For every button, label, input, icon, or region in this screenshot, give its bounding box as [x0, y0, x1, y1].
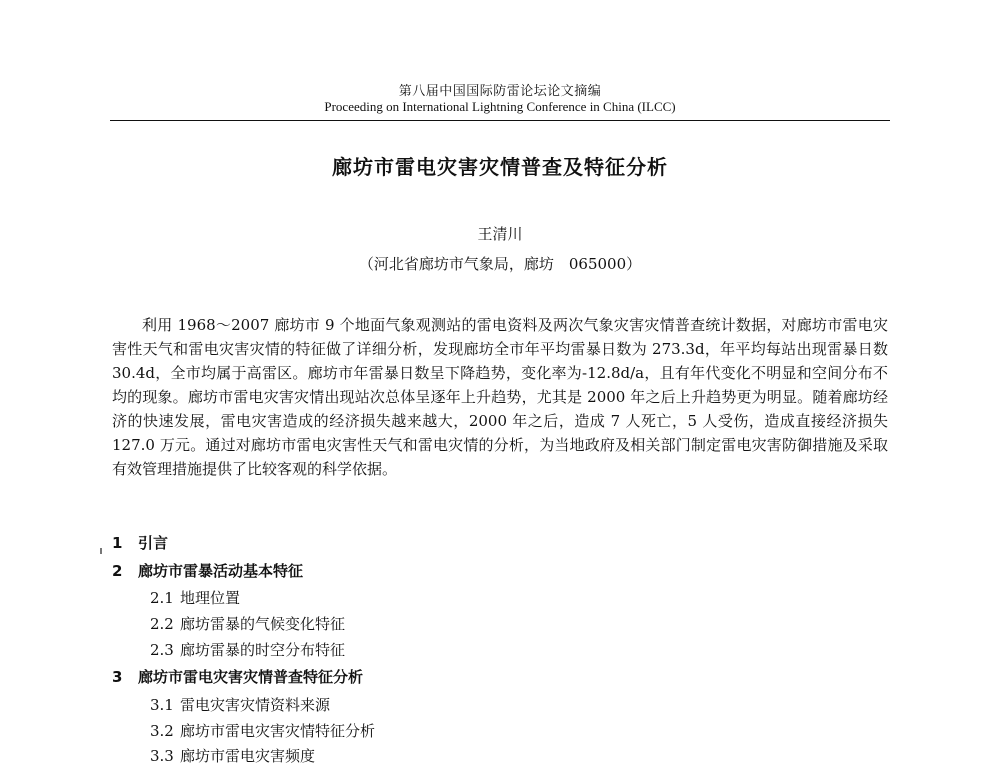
paper-title: 廊坊市雷电灾害灾情普查及特征分析	[332, 155, 668, 179]
author-name: 王清川	[477, 225, 523, 243]
subsection-label: 廊坊市雷电灾害频度	[180, 747, 316, 765]
subsection-heading	[150, 745, 315, 766]
subsection-heading	[150, 613, 345, 634]
subsection-label: 廊坊市雷电灾害灾情特征分析	[180, 722, 376, 740]
section-heading	[112, 532, 168, 553]
subsection-number: 2.1	[150, 589, 174, 607]
subsection-label: 廊坊雷暴的时空分布特征	[180, 641, 346, 659]
subsection-label: 地理位置	[180, 589, 241, 607]
subsection-number: 3.3	[150, 747, 174, 765]
subsection-label: 廊坊雷暴的气候变化特征	[180, 615, 346, 633]
section-number: 1	[112, 534, 123, 552]
section-number: 3	[112, 668, 123, 686]
subsection-number: 3.2	[150, 722, 174, 740]
author-affiliation: （河北省廊坊市气象局，廊坊 065000）	[358, 255, 642, 273]
subsection-number: 2.3	[150, 641, 174, 659]
subsection-heading	[150, 694, 330, 715]
proceedings-title-english: Proceeding on International Lightning Conference in China (ILCC)	[324, 99, 676, 114]
abstract-paragraph: 利用 1968～2007 廊坊市 9 个地面气象观测站的雷电资料及两次气象灾害灾情普查统计数据，对廊坊市雷电灾害性天气和雷电灾害灾情的特征做了详细分析，发现廊坊全市年平均雷暴日数为 273.3d，年平均每站出现雷暴日数 30.4d，全市均属于高雷区。廊坊市年雷暴日数呈下降趋势，变化率为-12.8d/a，且有年代变化不明显和空间分布不均的现象。廊坊市雷电灾害灾情出现站次总体呈逐年上升趋势，尤其是 2000 年之后上升趋势更为明显。随着廊坊经济的快速发展，雷电灾害造成的经济损失越来越大，2000 年之后，造成 7 人死亡，5 人受伤，造成直接经济损失 127.0 万元。通过对廊坊市雷电灾害性天气和雷电灾情的分析，为当地政府及相关部门制定雷电灾害防御措施及采取有效管理措施提供了比较客观的科学依据。	[112, 316, 888, 478]
header-divider	[110, 120, 890, 121]
section-label: 引言	[138, 534, 169, 552]
subsection-number: 3.1	[150, 696, 174, 714]
proceedings-title-chinese: 第八届中国国际防雷论坛论文摘编	[398, 84, 602, 99]
subsection-heading	[150, 720, 375, 741]
section-label: 廊坊市雷电灾害灾情普查特征分析	[138, 668, 364, 686]
subsection-number: 2.2	[150, 615, 174, 633]
subsection-heading	[150, 587, 240, 608]
subsection-label: 雷电灾害灾情资料来源	[180, 696, 331, 714]
subsection-heading	[150, 639, 345, 660]
margin-mark	[100, 548, 102, 554]
section-label: 廊坊市雷暴活动基本特征	[138, 562, 304, 580]
section-heading	[112, 666, 363, 687]
section-heading	[112, 560, 303, 581]
section-number: 2	[112, 562, 123, 580]
